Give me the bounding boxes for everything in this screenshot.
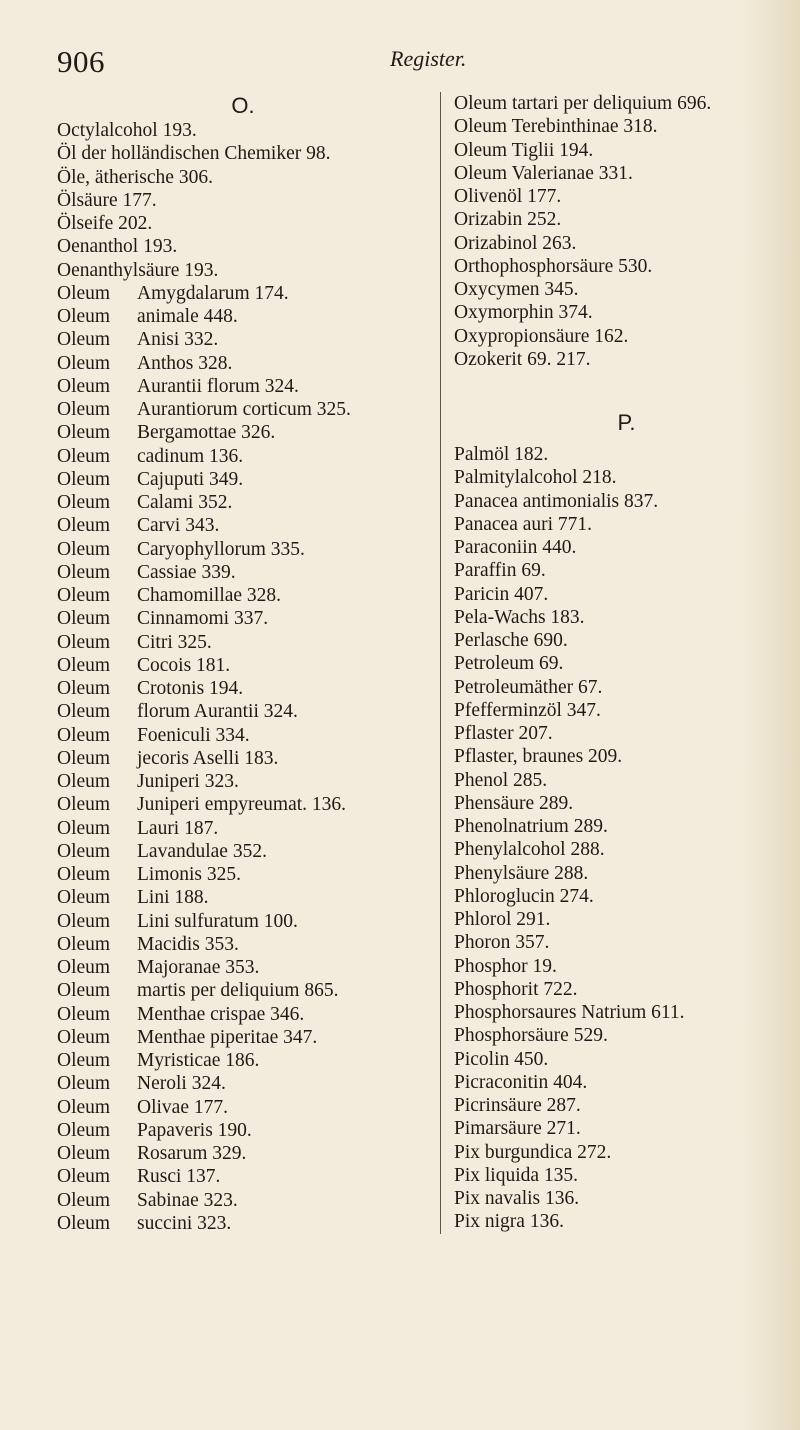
index-entry: Oleum animale 448. — [57, 306, 238, 327]
index-entry: Oleum Tiglii 194. — [454, 139, 594, 161]
index-entry: Oleum Menthae piperitae 347. — [57, 1026, 318, 1048]
index-entry: Pflaster, braunes 209. — [454, 746, 623, 768]
index-entry: Orthophosphorsäure 530. — [454, 255, 653, 277]
index-entry: Phenylsäure 288. — [454, 862, 589, 884]
index-entry: Oleum Olivae 177. — [57, 1096, 228, 1118]
index-entry: Oleum Juniperi 323. — [57, 771, 239, 792]
entry-lead-word: Oleum — [57, 445, 111, 467]
entry-lead-word: Oleum — [57, 515, 111, 537]
index-entry: Pix navalis 136. — [454, 1188, 580, 1209]
index-entry: Oleum Crotonis 194. — [57, 678, 244, 699]
index-entry: Oenanthol 193. — [57, 236, 178, 258]
entry-lead-word: Oleum — [57, 654, 111, 676]
index-entry: Oleum Amygdalarum 174. — [57, 282, 289, 304]
index-entry: Panacea auri 771. — [454, 513, 593, 535]
entry-lead-word: Oleum — [57, 771, 111, 792]
entry-lead-word: Oleum — [57, 375, 111, 397]
index-entry: Ölsäure 177. — [57, 189, 157, 211]
index-entry: Ozokerit 69. 217. — [454, 348, 591, 370]
index-entry: Oleum Limonis 325. — [57, 864, 242, 885]
index-entry: Phosphor 19. — [454, 955, 557, 977]
index-entry: Panacea antimonialis 837. — [454, 490, 659, 512]
entry-lead-word: Oleum — [57, 1096, 111, 1118]
index-entry: Paraffin 69. — [454, 560, 546, 582]
index-entry: Oleum succini 323. — [57, 1212, 232, 1234]
index-entry: Oleum Caryophyllorum 335. — [57, 538, 305, 560]
entry-lead-word: Oleum — [57, 306, 111, 327]
index-entry: Oleum Carvi 343. — [57, 515, 220, 537]
index-column-left — [57, 92, 429, 1235]
index-entry: Oleum Rusci 137. — [57, 1166, 221, 1188]
index-entry: Oleum Lauri 187. — [57, 817, 219, 839]
entry-lead-word: Oleum — [57, 840, 111, 862]
index-entry: Picraconitin 404. — [454, 1071, 588, 1093]
index-entry: Oleum Menthae crispae 346. — [57, 1003, 305, 1025]
index-entry: Pix burgundica 272. — [454, 1141, 612, 1163]
entry-lead-word: Oleum — [57, 747, 111, 769]
index-entry: Oleum Sabinae 323. — [57, 1189, 238, 1211]
index-entry: Oxycymen 345. — [454, 279, 579, 300]
index-entry: Phenol 285. — [454, 769, 548, 791]
index-entry: Oleum Majoranae 353. — [57, 957, 260, 978]
index-entry: Oleum Macidis 353. — [57, 933, 239, 955]
index-entry: Paraconiin 440. — [454, 537, 577, 558]
index-entry: Pfefferminzöl 347. — [454, 699, 601, 721]
index-entry: Oleum Papaveris 190. — [57, 1119, 252, 1141]
index-entry: Oleum jecoris Aselli 183. — [57, 747, 279, 769]
index-entry: Pflaster 207. — [454, 723, 553, 744]
index-entry: Phosphorit 722. — [454, 978, 578, 1000]
page-number: 906 — [57, 44, 105, 79]
entry-lead-word: Oleum — [57, 701, 111, 723]
entry-lead-word: Oleum — [57, 864, 111, 885]
entry-lead-word: Oleum — [57, 631, 111, 653]
entry-lead-word: Oleum — [57, 1212, 111, 1234]
index-entry: Oleum martis per deliquium 865. — [57, 980, 339, 1002]
index-entry: Phosphorsaures Natrium 611. — [454, 1002, 685, 1023]
entry-lead-word: Oleum — [57, 1119, 111, 1141]
entry-lead-word: Oleum — [57, 724, 111, 746]
entry-lead-word: Oleum — [57, 957, 111, 978]
index-entry-list — [454, 92, 799, 371]
index-entry: Petroleum 69. — [454, 653, 564, 675]
index-entry: Palmitylalcohol 218. — [454, 467, 617, 489]
entry-lead-word: Oleum — [57, 1073, 111, 1095]
entry-lead-word: Oleum — [57, 1189, 111, 1211]
index-entry: Petroleumäther 67. — [454, 676, 603, 698]
index-entry: Oleum florum Aurantii 324. — [57, 701, 298, 723]
entry-lead-word: Oleum — [57, 468, 111, 490]
index-entry: Oleum Chamomillae 328. — [57, 585, 282, 606]
index-entry: Oleum Aurantiorum corticum 325. — [57, 399, 351, 420]
entry-lead-word: Oleum — [57, 282, 111, 304]
entry-lead-word: Oleum — [57, 585, 111, 606]
index-entry: Oleum Cocois 181. — [57, 654, 231, 676]
index-entry: Oleum Anthos 328. — [57, 352, 233, 374]
index-entry: Perlasche 690. — [454, 630, 568, 651]
index-entry: Orizabinol 263. — [454, 232, 577, 254]
section-letter-o: O. — [231, 93, 255, 118]
index-entry: Oleum Aurantii florum 324. — [57, 375, 299, 397]
index-entry: Olivenöl 177. — [454, 186, 562, 207]
index-entry: Octylalcohol 193. — [57, 120, 197, 141]
index-entry: Oleum Lavandulae 352. — [57, 840, 267, 862]
entry-lead-word: Oleum — [57, 608, 111, 630]
entry-lead-word: Oleum — [57, 352, 111, 374]
entry-lead-word: Oleum — [57, 910, 111, 932]
index-entry: Phenylalcohol 288. — [454, 839, 605, 861]
index-entry: Oleum Lini 188. — [57, 887, 209, 909]
section-letter-p: P. — [617, 410, 636, 435]
index-entry: Oleum Cassiae 339. — [57, 561, 236, 583]
page-header — [0, 0, 800, 90]
index-entry: Phoron 357. — [454, 932, 550, 954]
index-entry: Oleum Myristicae 186. — [57, 1050, 260, 1071]
index-entry: Phensäure 289. — [454, 792, 574, 814]
index-entry: Oenanthylsäure 193. — [57, 259, 219, 281]
index-entry: Oleum Valerianae 331. — [454, 162, 633, 184]
section-gap — [454, 371, 799, 403]
entry-lead-word: Oleum — [57, 561, 111, 583]
index-entry: Phlorol 291. — [454, 909, 551, 930]
running-title: Register. — [390, 46, 467, 71]
index-entry: Oleum cadinum 136. — [57, 445, 244, 467]
index-entry: Oleum tartari per deliquium 696. — [454, 93, 712, 114]
index-entry: Oleum Calami 352. — [57, 492, 233, 513]
entry-lead-word: Oleum — [57, 538, 111, 560]
index-entry-list — [57, 119, 429, 1235]
index-entry: Palmöl 182. — [454, 444, 549, 465]
index-entry: Öle, ätherische 306. — [57, 166, 213, 188]
index-entry: Oleum Bergamottae 326. — [57, 422, 276, 444]
index-entry: Ölseife 202. — [57, 213, 153, 234]
index-entry: Oleum Juniperi empyreumat. 136. — [57, 794, 347, 816]
index-entry-list — [454, 443, 799, 1234]
index-entry: Öl der holländischen Chemiker 98. — [57, 143, 331, 165]
entry-lead-word: Oleum — [57, 933, 111, 955]
index-entry: Picrinsäure 287. — [454, 1095, 581, 1116]
entry-lead-word: Oleum — [57, 399, 111, 420]
index-entry: Oleum Cinnamomi 337. — [57, 608, 269, 630]
index-entry: Pix liquida 135. — [454, 1164, 579, 1186]
index-entry: Picolin 450. — [454, 1048, 549, 1070]
index-entry: Phenolnatrium 289. — [454, 816, 608, 837]
entry-lead-word: Oleum — [57, 887, 111, 909]
index-entry: Orizabin 252. — [454, 209, 562, 231]
index-entry: Pix nigra 136. — [454, 1211, 564, 1233]
index-entry: Pimarsäure 271. — [454, 1118, 581, 1140]
entry-lead-word: Oleum — [57, 1050, 111, 1071]
index-entry: Oleum Rosarum 329. — [57, 1143, 247, 1164]
entry-lead-word: Oleum — [57, 1003, 111, 1025]
index-entry: Oxypropionsäure 162. — [454, 325, 629, 347]
index-entry: Phloroglucin 274. — [454, 885, 594, 907]
entry-lead-word: Oleum — [57, 678, 111, 699]
entry-lead-word: Oleum — [57, 980, 111, 1002]
index-entry: Oleum Foeniculi 334. — [57, 724, 250, 746]
entry-lead-word: Oleum — [57, 492, 111, 513]
index-entry: Phosphorsäure 529. — [454, 1025, 608, 1047]
entry-lead-word: Oleum — [57, 1143, 111, 1164]
entry-lead-word: Oleum — [57, 1166, 111, 1188]
index-entry: Oleum Citri 325. — [57, 631, 212, 653]
entry-lead-word: Oleum — [57, 329, 111, 351]
index-entry: Oleum Anisi 332. — [57, 329, 219, 351]
index-entry: Oxymorphin 374. — [454, 302, 593, 324]
index-column-right — [440, 92, 799, 1234]
index-entry: Pela-Wachs 183. — [454, 606, 585, 628]
entry-lead-word: Oleum — [57, 422, 111, 444]
index-entry: Paricin 407. — [454, 583, 549, 605]
index-entry: Oleum Cajuputi 349. — [57, 468, 244, 490]
entry-lead-word: Oleum — [57, 817, 111, 839]
index-entry: Oleum Neroli 324. — [57, 1073, 226, 1095]
entry-lead-word: Oleum — [57, 1026, 111, 1048]
index-entry: Oleum Lini sulfuratum 100. — [57, 910, 298, 932]
index-entry: Oleum Terebinthinae 318. — [454, 116, 658, 138]
entry-lead-word: Oleum — [57, 794, 111, 816]
